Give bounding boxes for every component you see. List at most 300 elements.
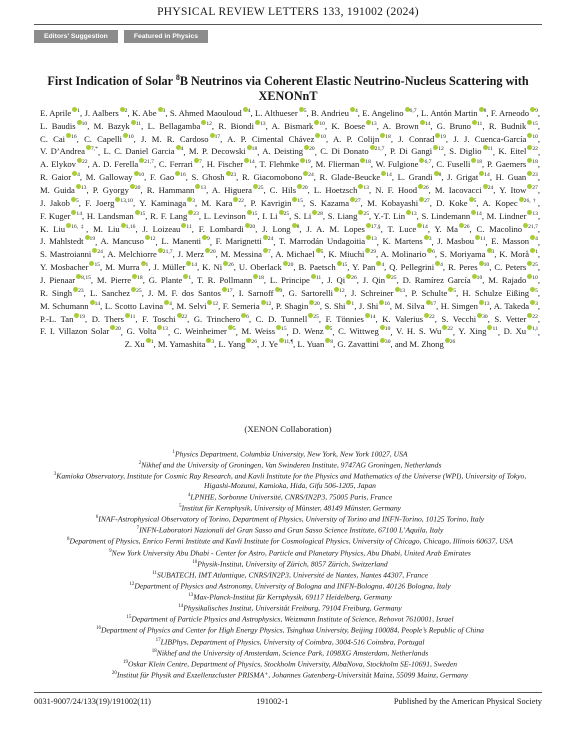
affiliation-text: INAF-Astrophysical Observatory of Torino, Department of Physics, University of Torino and INFN-Torino, 10125 Torino, Italy bbox=[98, 514, 485, 524]
author-affiliation-ref[interactable]: 14 bbox=[424, 120, 431, 127]
author-affiliation-ref[interactable]: 18 bbox=[251, 146, 258, 153]
featured-in-physics-badge[interactable]: Featured in Physics bbox=[124, 30, 208, 43]
author-affiliation-ref[interactable]: 15 bbox=[94, 262, 101, 269]
affiliation-text: Institut für Physik and Exzellenzcluster PRISMA⁺, Johannes Gutenberg-Universität Mainz, 55099 Mainz, Germany bbox=[116, 670, 469, 680]
author-affiliation-ref[interactable]: 1,16 bbox=[125, 223, 136, 230]
author-entry bbox=[251, 198, 304, 208]
author-affiliation-ref[interactable]: 4 bbox=[381, 262, 385, 269]
author-affiliation-ref[interactable]: 4 bbox=[354, 108, 358, 114]
author-name: A. Melchiorre bbox=[107, 249, 157, 260]
author-affiliation-ref[interactable]: 8 bbox=[330, 339, 334, 346]
author-affiliation-ref[interactable]: 24 bbox=[487, 185, 494, 192]
author-name: R. Gaior bbox=[40, 172, 72, 183]
author-entry bbox=[107, 249, 172, 259]
author-name: F. Semeria bbox=[222, 300, 260, 311]
author-affiliation-ref[interactable]: 11,¶ bbox=[283, 339, 294, 346]
author-affiliation-ref[interactable]: 29 bbox=[370, 249, 377, 256]
author-affiliation-ref[interactable]: 10 bbox=[81, 120, 88, 127]
affiliation-entry bbox=[40, 580, 540, 591]
author-affiliation-ref[interactable]: 18 bbox=[476, 159, 483, 166]
author-affiliation-ref[interactable]: 22 bbox=[181, 313, 188, 320]
author-name: I. Li bbox=[262, 210, 278, 221]
author-name: R. Budnik bbox=[488, 120, 527, 131]
author-affiliation-ref[interactable]: 4 bbox=[77, 172, 80, 179]
author-affiliation-ref[interactable]: 10 bbox=[138, 172, 145, 179]
author-entry bbox=[326, 314, 376, 324]
author-affiliation-ref[interactable]: 26 bbox=[449, 339, 456, 346]
author-affiliation-ref[interactable]: 14 bbox=[484, 172, 490, 179]
author-affiliation-ref[interactable]: 14 bbox=[191, 262, 197, 269]
author-affiliation-ref[interactable]: 13 bbox=[532, 210, 538, 217]
author-affiliation-ref[interactable]: 14 bbox=[386, 172, 392, 179]
author-affiliation-ref[interactable]: 10 bbox=[476, 275, 483, 282]
affiliation-text: Department of Physics and Astronomy, University of Bologna and INFN-Bologna, 40126 Bologna, Italy bbox=[134, 581, 451, 591]
author-affiliation-ref[interactable]: 10 bbox=[320, 133, 327, 140]
author-affiliation-ref[interactable]: 25 bbox=[283, 210, 290, 217]
author-affiliation-ref[interactable]: 20 bbox=[314, 300, 320, 307]
author-entry bbox=[421, 108, 486, 118]
author-entry bbox=[221, 249, 271, 259]
author-name: J. J. Cuenca-García bbox=[453, 133, 527, 144]
author-entry bbox=[328, 249, 376, 259]
author-entry bbox=[85, 108, 128, 118]
author-affiliation-ref[interactable]: 15 bbox=[281, 326, 287, 333]
author-affiliation-ref[interactable]: 16 bbox=[180, 172, 186, 179]
author-affiliation-ref[interactable]: 24 bbox=[267, 236, 274, 243]
author-affiliation-ref[interactable]: 14 bbox=[249, 159, 255, 166]
author-name: A. Higuera bbox=[211, 185, 252, 196]
author-affiliation-ref[interactable]: 20 bbox=[115, 326, 121, 333]
author-entry bbox=[216, 236, 274, 246]
author-affiliation-ref[interactable]: 13 bbox=[371, 120, 377, 127]
author-affiliation-ref[interactable]: 12 bbox=[206, 120, 212, 127]
author-entry bbox=[297, 339, 333, 349]
author-affiliation-ref[interactable]: 6 bbox=[432, 249, 435, 256]
author-name: J. Ye bbox=[261, 339, 278, 350]
author-name: Y. Ma bbox=[434, 223, 458, 234]
author-entry bbox=[435, 185, 493, 195]
author-affiliation-ref[interactable]: 17 bbox=[214, 133, 221, 140]
author-affiliation-ref[interactable]: 17 bbox=[226, 288, 233, 295]
author-entry bbox=[177, 301, 219, 311]
author-name: B. Andrieu bbox=[311, 107, 349, 118]
author-affiliation-ref[interactable]: 26 bbox=[423, 185, 429, 192]
author-name: L. Scotto Lavina bbox=[104, 300, 164, 311]
author-name: L. Levinson bbox=[203, 210, 246, 221]
author-affiliation-ref[interactable]: 26 bbox=[228, 262, 234, 269]
author-affiliation-ref[interactable]: 5 bbox=[473, 198, 477, 205]
author-affiliation-ref[interactable]: 20 bbox=[210, 249, 216, 256]
author-name: S. Ghosh bbox=[191, 172, 225, 183]
author-entry bbox=[40, 249, 103, 259]
author-affiliation-ref[interactable]: 10 bbox=[319, 120, 325, 127]
author-entry bbox=[40, 198, 79, 208]
author-entry bbox=[403, 275, 483, 285]
author-affiliation-ref[interactable]: 11 bbox=[487, 146, 493, 153]
author-affiliation-ref[interactable]: 12 bbox=[265, 300, 272, 307]
author-affiliation-ref[interactable]: 25 bbox=[363, 210, 369, 217]
author-affiliation-ref[interactable]: 25 bbox=[532, 262, 538, 269]
author-affiliation-ref[interactable]: 13 bbox=[259, 120, 266, 127]
author-name: L. C. Daniel Garcia bbox=[103, 146, 175, 157]
author-entry bbox=[494, 314, 537, 324]
author-name: T. Luce bbox=[387, 223, 417, 234]
author-entry bbox=[395, 301, 437, 311]
author-affiliation-ref[interactable]: 30 bbox=[384, 339, 391, 346]
author-affiliation-ref[interactable]: 10 bbox=[532, 133, 538, 140]
author-affiliation-ref[interactable]: 22 bbox=[238, 198, 244, 205]
author-entry bbox=[97, 275, 143, 285]
author-affiliation-ref[interactable]: 7 bbox=[198, 159, 202, 166]
author-affiliation-ref[interactable]: 1,‖ bbox=[532, 326, 538, 333]
author-affiliation-ref[interactable]: 21,7 bbox=[144, 159, 154, 166]
author-affiliation-ref[interactable]: 5 bbox=[535, 288, 538, 295]
author-name: H. Fischer bbox=[206, 159, 244, 170]
author-affiliation-ref[interactable]: 20 bbox=[287, 262, 294, 269]
author-affiliation-ref[interactable]: 7 bbox=[267, 249, 271, 256]
author-affiliation-ref[interactable]: 13 bbox=[399, 288, 406, 295]
author-affiliation-ref[interactable]: 14 bbox=[76, 210, 82, 217]
author-affiliation-ref[interactable]: 10 bbox=[128, 133, 134, 140]
author-affiliation-ref[interactable]: 20 bbox=[249, 223, 256, 230]
author-affiliation-ref[interactable]: 24 bbox=[308, 172, 314, 179]
author-name: M. Schumann bbox=[40, 300, 89, 311]
author-name: L. Sanchez bbox=[89, 287, 131, 298]
author-name: J. Conrad bbox=[398, 133, 435, 144]
author-entry bbox=[270, 185, 308, 195]
author-name: S. Diglio bbox=[449, 146, 482, 157]
author-affiliation-ref[interactable]: 14 bbox=[422, 223, 428, 230]
author-affiliation-ref[interactable]: 12 bbox=[339, 288, 345, 295]
author-affiliation-ref[interactable]: 20 bbox=[302, 185, 308, 192]
author-name: S. Shi bbox=[324, 300, 346, 311]
author-name: U. Oberlack bbox=[238, 262, 282, 273]
author-affiliation-ref[interactable]: 3 bbox=[211, 339, 215, 346]
author-affiliation-ref[interactable]: 14 bbox=[369, 313, 376, 320]
author-name: M. Murra bbox=[105, 262, 140, 273]
author-name: J. Masbou bbox=[437, 236, 475, 247]
author-affiliation-ref[interactable]: 23 bbox=[230, 172, 237, 179]
author-affiliation-ref[interactable]: 2 bbox=[124, 108, 128, 114]
author-name: J. A. M. Lopes bbox=[306, 223, 365, 234]
author-affiliation-ref[interactable]: 6 bbox=[246, 313, 249, 320]
author-affiliation-ref[interactable]: 11 bbox=[135, 120, 142, 127]
author-affiliation-ref[interactable]: 1 bbox=[77, 108, 81, 114]
author-entry bbox=[374, 211, 417, 221]
author-affiliation-ref[interactable]: 26 bbox=[351, 275, 357, 282]
author-affiliation-ref[interactable]: 25 bbox=[136, 288, 142, 295]
author-affiliation-ref[interactable]: 13 bbox=[483, 300, 490, 307]
footer-publisher: Published by the American Physical Society bbox=[393, 697, 542, 706]
author-name: S. Ahmed Maouloud bbox=[169, 107, 242, 118]
author-entry bbox=[103, 146, 183, 156]
author-entry bbox=[84, 134, 134, 144]
author-entry bbox=[40, 224, 86, 234]
author-name: J. Pienaar bbox=[40, 275, 76, 286]
author-entry bbox=[93, 185, 141, 195]
author-affiliation-ref[interactable]: 8 bbox=[438, 172, 442, 179]
affiliation-entry bbox=[40, 558, 540, 569]
author-entry bbox=[496, 172, 538, 182]
affiliation-text: Kamioka Observatory, Institute for Cosmic Ray Research, and Kavli Institute for the Physics and Mathematics of the Universe (WPI), University of Tokyo, Higashi-Mozumi, Kamioka, Hida, Gifu 506-1205, Japan bbox=[56, 471, 527, 491]
author-affiliation-ref[interactable]: 5 bbox=[453, 288, 457, 295]
author-entry bbox=[201, 198, 243, 208]
author-affiliation-ref[interactable]: 12 bbox=[149, 236, 156, 243]
author-affiliation-ref[interactable]: 27 bbox=[355, 198, 361, 205]
author-entry bbox=[40, 326, 121, 336]
author-affiliation-ref[interactable]: 22 bbox=[532, 146, 538, 153]
author-name: S. Moriyama bbox=[439, 249, 486, 260]
affiliation-number: 6 bbox=[95, 515, 99, 521]
affiliation-entry bbox=[40, 491, 540, 502]
author-name: L. Yuan bbox=[297, 339, 325, 350]
author-affiliation-ref[interactable]: 1 bbox=[150, 339, 154, 346]
author-entry bbox=[383, 236, 432, 246]
author-entry bbox=[491, 236, 538, 246]
author-affiliation-ref[interactable]: 5 bbox=[329, 326, 333, 333]
author-entry bbox=[261, 339, 293, 349]
author-affiliation-ref[interactable]: 13,10 bbox=[120, 198, 133, 205]
author-affiliation-ref[interactable]: 11 bbox=[476, 120, 483, 127]
author-affiliation-ref[interactable]: 4 bbox=[247, 108, 251, 114]
affiliation-list bbox=[40, 448, 540, 680]
author-affiliation-ref[interactable]: 21,7 bbox=[374, 146, 385, 153]
author-affiliation-ref[interactable]: 15 bbox=[139, 210, 146, 217]
author-affiliation-ref[interactable]: 21,7 bbox=[162, 249, 173, 256]
title-part-1: First Indication of Solar bbox=[47, 74, 173, 89]
author-affiliation-ref[interactable]: 11 bbox=[480, 236, 486, 243]
author-name: T. Flehmke bbox=[259, 159, 300, 170]
author-entry bbox=[362, 108, 416, 118]
author-affiliation-ref[interactable]: 22 bbox=[532, 313, 538, 320]
author-affiliation-ref[interactable]: 27 bbox=[424, 198, 430, 205]
author-entry bbox=[40, 314, 85, 324]
author-affiliation-ref[interactable]: 27 bbox=[532, 185, 538, 192]
author-affiliation-ref[interactable]: 9 bbox=[279, 288, 283, 295]
author-name: C. Wittweg bbox=[338, 326, 379, 337]
author-affiliation-ref[interactable]: 4 bbox=[169, 300, 172, 307]
author-entry bbox=[40, 172, 80, 182]
author-entry bbox=[105, 301, 172, 311]
author-name: K. Boese bbox=[331, 120, 366, 131]
author-name: A. Elykov bbox=[40, 159, 76, 170]
author-affiliation-ref[interactable]: 14 bbox=[476, 210, 482, 217]
author-affiliation-ref[interactable]: 14 bbox=[94, 300, 101, 307]
author-affiliation-ref[interactable]: 3 bbox=[428, 236, 432, 243]
affiliation-text: Department of Physics and Center for High Energy Physics, Tsinghua University, Beijing 100084, People’s Republic of China bbox=[101, 626, 484, 635]
author-affiliation-ref[interactable]: 25 bbox=[391, 275, 397, 282]
author-affiliation-ref[interactable]: 10 bbox=[483, 262, 490, 269]
author-affiliation-ref[interactable]: 3 bbox=[535, 300, 538, 307]
author-affiliation-ref[interactable]: 23 bbox=[193, 210, 199, 217]
author-entry bbox=[142, 314, 187, 324]
author-entry bbox=[148, 121, 212, 131]
author-affiliation-ref[interactable]: 9 bbox=[207, 236, 210, 243]
author-affiliation-ref[interactable]: 18 bbox=[385, 133, 391, 140]
affiliation-entry bbox=[40, 547, 540, 558]
author-name: S. Mastroianni bbox=[40, 249, 92, 260]
author-entry bbox=[396, 326, 453, 336]
author-entry bbox=[376, 159, 432, 169]
author-affiliation-ref[interactable]: 18 bbox=[365, 159, 371, 166]
author-affiliation-ref[interactable]: 10 bbox=[532, 275, 538, 282]
author-affiliation-ref[interactable]: 6,7 bbox=[409, 108, 417, 114]
author-affiliation-ref[interactable]: 7,* bbox=[90, 146, 98, 153]
author-affiliation-ref[interactable]: 4 bbox=[535, 236, 538, 243]
affiliation-entry bbox=[40, 448, 540, 459]
editors-suggestion-badge[interactable]: Editors’ Suggestion bbox=[34, 30, 118, 43]
affiliation-entry bbox=[40, 535, 540, 546]
author-affiliation-ref[interactable]: 26 bbox=[251, 339, 257, 346]
author-affiliation-ref[interactable]: 16,‡ bbox=[71, 223, 87, 230]
author-affiliation-ref[interactable]: 13 bbox=[371, 236, 377, 243]
author-affiliation-ref[interactable]: 26 bbox=[463, 223, 470, 230]
author-affiliation-ref[interactable]: 4 bbox=[180, 146, 184, 153]
author-entry bbox=[441, 301, 490, 311]
author-affiliation-ref[interactable]: 11 bbox=[186, 223, 192, 230]
author-affiliation-ref[interactable]: 3 bbox=[162, 108, 166, 114]
author-affiliation-ref[interactable]: 13 bbox=[162, 326, 168, 333]
author-name: P. Schulte bbox=[411, 287, 448, 298]
author-affiliation-ref[interactable]: 12 bbox=[212, 300, 219, 307]
author-affiliation-ref[interactable]: 4 bbox=[440, 262, 443, 269]
author-affiliation-ref[interactable]: 26,† bbox=[523, 198, 538, 205]
author-affiliation-ref[interactable]: 24 bbox=[97, 249, 103, 256]
author-affiliation-ref[interactable]: 1 bbox=[535, 249, 538, 256]
author-entry bbox=[197, 275, 264, 285]
top-rule bbox=[34, 24, 542, 25]
author-affiliation-ref[interactable]: 13 bbox=[411, 210, 417, 217]
author-affiliation-ref[interactable]: 13 bbox=[80, 185, 87, 192]
tag-row bbox=[34, 30, 208, 43]
author-affiliation-ref[interactable]: 15 bbox=[341, 262, 348, 269]
author-affiliation-ref[interactable]: 19 bbox=[440, 133, 446, 140]
author-name: P. Kavrigin bbox=[250, 197, 292, 208]
author-affiliation-ref[interactable]: 11 bbox=[492, 326, 498, 333]
author-affiliation-ref[interactable]: 22 bbox=[81, 159, 88, 166]
author-affiliation-ref[interactable]: 15 bbox=[532, 120, 538, 127]
author-affiliation-ref[interactable]: 15 bbox=[297, 198, 304, 205]
author-entry bbox=[320, 146, 384, 156]
author-affiliation-ref[interactable]: 1 bbox=[145, 262, 149, 269]
author-affiliation-ref[interactable]: 5 bbox=[303, 108, 307, 114]
author-entry bbox=[436, 159, 482, 169]
author-entry bbox=[94, 121, 141, 131]
affiliation-text: SUBATECH, IMT Atlantique, CNRS/IN2P3, Université de Nantes, Nantes 44307, France bbox=[156, 570, 428, 580]
author-affiliation-ref[interactable]: 18 bbox=[532, 159, 538, 166]
author-affiliation-ref[interactable]: 8 bbox=[483, 108, 487, 114]
author-name: A. Kopec bbox=[482, 197, 518, 208]
author-affiliation-ref[interactable]: 8 bbox=[296, 223, 300, 230]
author-affiliation-ref[interactable]: 28 bbox=[317, 210, 323, 217]
affiliation-number: 20 bbox=[111, 670, 117, 676]
author-entry bbox=[262, 146, 314, 156]
author-entry bbox=[289, 288, 345, 298]
author-affiliation-ref[interactable]: 8,15 bbox=[81, 275, 91, 282]
affiliation-text: New York University Abu Dhabi - Center for Astro, Particle and Planetary Physics, Abu Dhabi, United Arab Emirates bbox=[111, 548, 471, 558]
author-affiliation-ref[interactable]: 9 bbox=[535, 108, 538, 114]
author-affiliation-ref[interactable]: 25 bbox=[313, 313, 319, 320]
author-name: M. Flierman bbox=[315, 159, 360, 170]
author-affiliation-ref[interactable]: 5 bbox=[232, 326, 236, 333]
author-affiliation-ref[interactable]: 17,§ bbox=[370, 223, 381, 230]
author-affiliation-ref[interactable]: 23 bbox=[78, 288, 84, 295]
author-name: J. M. F. dos Santos bbox=[147, 287, 221, 298]
author-affiliation-ref[interactable]: 19 bbox=[79, 313, 85, 320]
author-entry bbox=[409, 339, 455, 349]
author-affiliation-ref[interactable]: 25 bbox=[257, 185, 264, 192]
author-affiliation-ref[interactable]: 5 bbox=[75, 198, 79, 205]
author-affiliation-ref[interactable]: 12 bbox=[438, 146, 444, 153]
author-entry bbox=[363, 275, 397, 285]
author-name: K. Morå bbox=[499, 249, 530, 260]
author-name: A. Mancuso bbox=[100, 236, 144, 247]
author-affiliation-ref[interactable]: 19 bbox=[305, 159, 311, 166]
author-name: F. Joerg bbox=[85, 197, 115, 208]
author-affiliation-ref[interactable]: 21,7 bbox=[528, 223, 538, 230]
author-affiliation-ref[interactable]: 5 bbox=[320, 249, 324, 256]
author-affiliation-ref[interactable]: 18 bbox=[137, 275, 143, 282]
author-affiliation-ref[interactable]: 23 bbox=[532, 172, 538, 179]
author-entry bbox=[194, 314, 249, 324]
author-affiliation-ref[interactable]: 6,7 bbox=[424, 159, 432, 166]
author-affiliation-ref[interactable]: 18 bbox=[258, 275, 264, 282]
author-name: D. Thers bbox=[91, 313, 125, 324]
affiliation-number: 9 bbox=[109, 548, 112, 554]
author-affiliation-ref[interactable]: 3 bbox=[491, 249, 495, 256]
affiliation-entry bbox=[40, 459, 540, 470]
affiliation-number: 17 bbox=[155, 637, 161, 643]
author-affiliation-ref[interactable]: 22 bbox=[429, 313, 435, 320]
affiliation-text: Nikhef and the University of Groningen, Van Swinderen Institute, 9747AG Groningen, Netherlands bbox=[141, 460, 442, 470]
author-name: J. Qi bbox=[327, 275, 346, 286]
author-name: J. Grigat bbox=[447, 172, 479, 183]
author-entry bbox=[239, 262, 293, 272]
author-affiliation-ref[interactable]: 16 bbox=[384, 300, 390, 307]
author-entry bbox=[218, 339, 257, 349]
author-affiliation-ref[interactable]: 11 bbox=[315, 275, 322, 282]
author-affiliation-ref[interactable]: 20 bbox=[309, 146, 315, 153]
author-affiliation-ref[interactable]: 15 bbox=[251, 210, 258, 217]
author-entry bbox=[275, 249, 323, 259]
author-name: J. Schreiner bbox=[350, 287, 394, 298]
author-affiliation-ref[interactable]: 19 bbox=[89, 236, 96, 243]
author-affiliation-ref[interactable]: 13 bbox=[363, 185, 369, 192]
author-name: M. Yamashita bbox=[157, 339, 206, 350]
author-affiliation-ref[interactable]: 30 bbox=[482, 313, 488, 320]
author-name: Q. Pellegrini bbox=[389, 262, 435, 273]
author-affiliation-ref[interactable]: 1 bbox=[188, 275, 192, 282]
author-name: A. D. Ferella bbox=[92, 159, 139, 170]
author-name: A. Michael bbox=[275, 249, 315, 260]
affiliation-number: 15 bbox=[126, 615, 132, 621]
author-affiliation-ref[interactable]: 20 bbox=[134, 185, 141, 192]
author-name: S. Vetter bbox=[494, 313, 527, 324]
author-affiliation-ref[interactable]: 17 bbox=[430, 300, 437, 307]
author-affiliation-ref[interactable]: 11 bbox=[130, 313, 136, 320]
author-affiliation-ref[interactable]: 10 bbox=[384, 326, 391, 333]
author-entry bbox=[141, 134, 220, 144]
author-affiliation-ref[interactable]: 16 bbox=[71, 133, 77, 140]
author-affiliation-ref[interactable]: 13 bbox=[200, 185, 207, 192]
author-affiliation-ref[interactable]: 22 bbox=[447, 326, 453, 333]
author-name: G. Volta bbox=[126, 326, 157, 337]
author-entry bbox=[262, 211, 289, 221]
author-entry bbox=[189, 146, 257, 156]
affiliation-text: LPNHE, Sorbonne Université, CNRS/IN2P3, 75005 Paris, France bbox=[190, 492, 393, 502]
author-affiliation-ref[interactable]: 3 bbox=[192, 198, 195, 205]
author-affiliation-ref[interactable]: 1 bbox=[351, 300, 355, 307]
